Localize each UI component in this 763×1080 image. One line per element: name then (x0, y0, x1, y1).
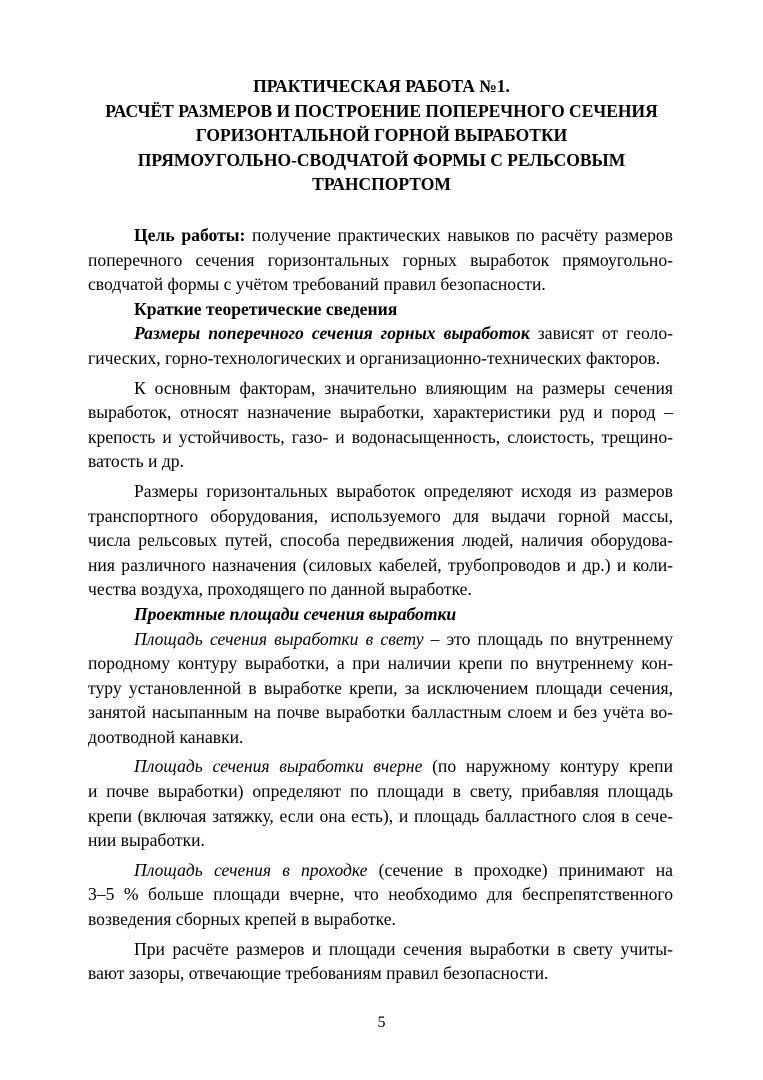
paragraph-line: К основным факторам, значительно влияющим на размеры сечения (134, 377, 673, 398)
paragraph-rough-area (88, 754, 673, 852)
paragraph-line: сводчатой формы с учётом требований правил безопасности. (88, 274, 546, 295)
section-heading: Проектные площади сечения выработки (134, 603, 457, 624)
paragraph-line: транспортного оборудования, используемого для выдачи горной массы, (88, 505, 673, 526)
page-title (60, 74, 703, 197)
paragraph-sizes (88, 321, 673, 370)
title-line: ПРЯМОУГОЛЬНО-СВОДЧАТОЙ ФОРМЫ С РЕЛЬСОВЫМ (137, 149, 626, 170)
term-sizes: Размеры поперечного сечения горных выработок (134, 323, 530, 344)
paragraph-line: При расчёте размеров и площади сечения выработки в свету учиты- (134, 938, 673, 959)
paragraph-line: породному контуру выработки, а при наличии крепи по внутреннему кон- (88, 653, 673, 674)
paragraph-line: доотводной канавки. (88, 726, 244, 747)
paragraph-line: чества воздуха, проходящего по данной выработке. (88, 579, 472, 600)
paragraph-horizontal-sizes (88, 479, 673, 602)
goal-label: Цель работы: (134, 225, 246, 245)
paragraph-line: возведения сборных крепей в выработке. (88, 909, 396, 930)
theory-heading: Краткие теоретические сведения (134, 298, 398, 319)
title-line: ГОРИЗОНТАЛЬНОЙ ГОРНОЙ ВЫРАБОТКИ (195, 125, 568, 146)
paragraph-excavation-area (88, 858, 673, 932)
paragraph-line: вают зазоры, отвечающие требованиям правил безопасности. (88, 963, 549, 984)
paragraph-line: занятой насыпанным на почве выработки балластным слоем и без учёта во- (88, 702, 673, 723)
paragraph-clear-area (88, 627, 673, 750)
paragraph-line: крепи (включая затяжку, если она есть), и площадь балластного слоя в сече- (88, 805, 673, 826)
term-excavation-area: Площадь сечения в проходке (134, 859, 368, 880)
paragraph-line: нии выработки. (88, 830, 205, 851)
paragraph-line: Площадь сечения выработки вчерне (по наружному контуру крепи (134, 756, 673, 777)
paragraph-line: ватость и др. (88, 451, 185, 472)
paragraph-line: поперечного сечения горизонтальных горных выработок прямоугольно- (88, 249, 673, 270)
paragraph-line: и почве выработки) определяют по площади в свету, прибавляя площадь (88, 781, 673, 802)
paragraph-line: крепость и устойчивость, газо- и водонасыщенность, слоистость, трещино- (88, 426, 673, 447)
paragraph-factors (88, 376, 673, 474)
paragraph-line: ния различного назначения (силовых кабелей, трубопроводов и др.) и коли- (88, 554, 673, 575)
goal-paragraph (88, 223, 673, 297)
paragraph-line: Площадь сечения выработки в свету – это площадь по внутреннему (134, 628, 673, 649)
paragraph-clearances (88, 937, 673, 986)
paragraph-line: Площадь сечения в проходке (сечение в проходке) принимают на (134, 859, 673, 880)
paragraph-line: туру установленной в выработке крепи, за исключением площади сечения, (88, 677, 673, 698)
term-rough-area: Площадь сечения выработки вчерне (134, 756, 423, 777)
page-number: 5 (377, 1014, 386, 1031)
term-clear-area: Площадь сечения выработки в свету (134, 628, 424, 649)
paragraph-line: Размеры горизонтальных выработок определяют исходя из размеров (134, 480, 673, 501)
title-line: ТРАНСПОРТОМ (312, 174, 451, 195)
title-line: ПРАКТИЧЕСКАЯ РАБОТА №1. (253, 76, 510, 96)
paragraph-line: 3–5 % больше площади вчерне, что необходимо для беспрепятственного (88, 884, 673, 905)
paragraph-line: числа рельсовых путей, способа передвижения людей, наличия оборудова- (88, 530, 673, 551)
paragraph-line: Размеры поперечного сечения горных выработок зависят от геоло- (134, 323, 673, 344)
paragraph-line: гических, горно-технологических и организационно-технических факторов. (88, 347, 661, 368)
title-line: РАСЧЁТ РАЗМЕРОВ И ПОСТРОЕНИЕ ПОПЕРЕЧНОГО СЕЧЕНИЯ (105, 100, 658, 121)
document-body (88, 223, 673, 986)
paragraph-line: выработок, относят назначение выработки, характеристики руд и пород – (88, 402, 673, 423)
paragraph-line: Цель работы: получение практических навыков по расчёту размеров (134, 225, 673, 245)
